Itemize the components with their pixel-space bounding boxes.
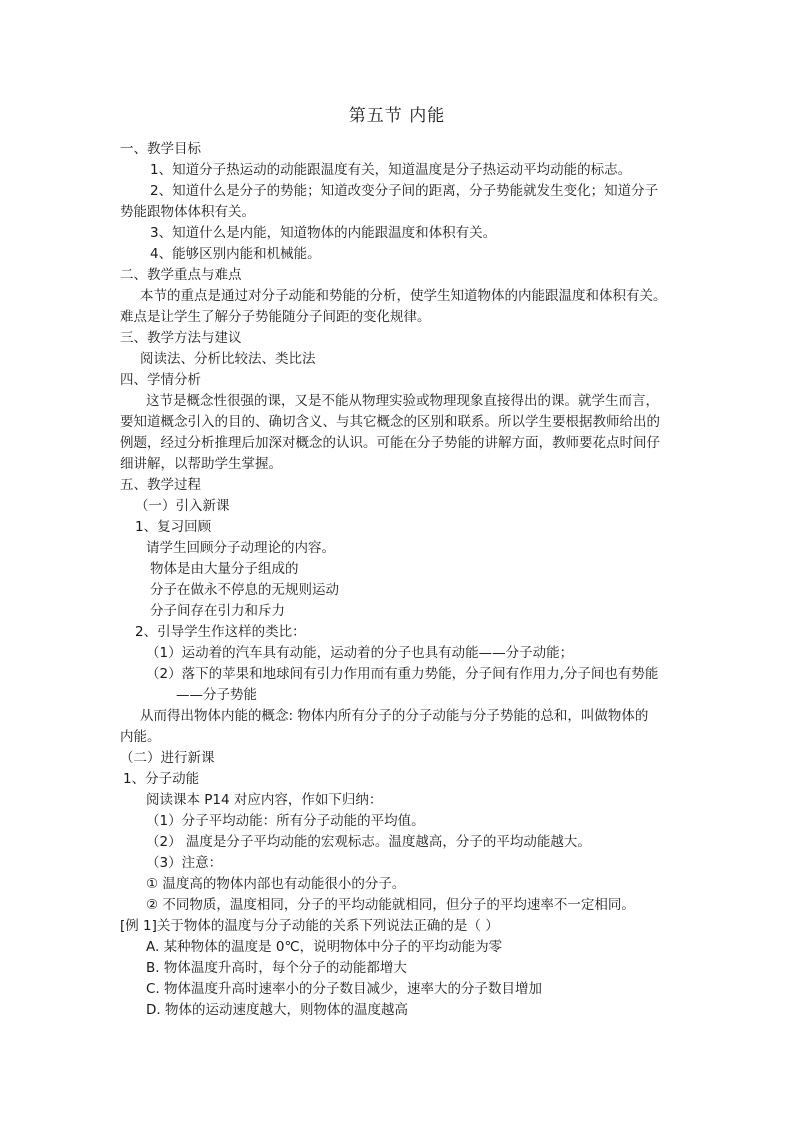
subsection-introduction: （一）引入新课 xyxy=(135,498,230,514)
review-line-3: 分子在做永不停息的无规则运动 xyxy=(150,582,339,598)
section-heading-student-analysis: 四、学情分析 xyxy=(120,372,201,388)
analogy-line-2-cont: ——分子势能 xyxy=(176,687,257,703)
option-a: A. 某种物体的温度是 0℃，说明物体中分子的平均动能为零 xyxy=(146,939,503,955)
objective-item-1: 1、知道分子热运动的动能跟温度有关，知道温度是分子热运动平均动能的标志。 xyxy=(150,162,632,178)
objective-item-3: 3、知道什么是内能，知道物体的内能跟温度和体积有关。 xyxy=(150,225,497,241)
student-analysis-line-4: 细讲解，以帮助学生掌握。 xyxy=(120,456,282,472)
key-points-paragraph-cont: 难点是让学生了解分子势能随分子间距的变化规律。 xyxy=(120,309,431,325)
reading-instruction: 阅读课本 P14 对应内容，作如下归纳： xyxy=(146,792,383,808)
page-title: 第五节 内能 xyxy=(348,106,446,126)
student-analysis-line-2: 要知道概念引入的目的、确切含义、与其它概念的区别和联系。所以学生要根据教师给出的 xyxy=(120,414,660,430)
analogy-heading: 2、引导学生作这样的类比： xyxy=(135,624,306,640)
section-heading-methods: 三、教学方法与建议 xyxy=(120,330,242,346)
section-heading-key-points: 二、教学重点与难点 xyxy=(120,267,242,283)
internal-energy-definition-cont: 内能。 xyxy=(120,729,161,745)
analogy-line-1: （1）运动着的汽车具有动能，运动着的分子也具有动能——分子动能； xyxy=(146,645,574,661)
summary-line-2: （2） 温度是分子平均动能的宏观标志。温度越高，分子的平均动能越大。 xyxy=(146,834,591,850)
summary-line-1: （1）分子平均动能：所有分子动能的平均值。 xyxy=(146,813,425,829)
molecular-kinetic-heading: 1、分子动能 xyxy=(123,771,200,787)
objective-item-2: 2、知道什么是分子的势能；知道改变分子间的距离，分子势能就发生变化；知道分子 xyxy=(150,183,659,199)
section-heading-objectives: 一、教学目标 xyxy=(120,141,201,157)
key-points-paragraph: 本节的重点是通过对分子动能和势能的分析，使学生知道物体的内能跟温度和体积有关。 xyxy=(140,288,667,304)
subsection-new-lesson: （二）进行新课 xyxy=(120,750,215,766)
review-line-4: 分子间存在引力和斥力 xyxy=(150,603,285,619)
review-heading: 1、复习回顾 xyxy=(135,519,212,535)
student-analysis-line-3: 例题，经过分析推理后加深对概念的认识。可能在分子势能的讲解方面，教师要花点时间仔 xyxy=(120,435,660,451)
objective-item-2-cont: 势能跟物体体积有关。 xyxy=(120,204,255,220)
analogy-line-2: （2）落下的苹果和地球间有引力作用而有重力势能，分子间有作用力,分子间也有势能 xyxy=(146,666,659,682)
methods-paragraph: 阅读法、分析比较法、类比法 xyxy=(140,351,316,367)
objective-item-4: 4、能够区别内能和机械能。 xyxy=(150,246,321,262)
review-line-1: 请学生回顾分子动理论的内容。 xyxy=(146,540,335,556)
example-question: [例 1]关于物体的温度与分子动能的关系下列说法正确的是（ ） xyxy=(120,918,499,934)
note-line-1: ① 温度高的物体内部也有动能很小的分子。 xyxy=(146,876,406,892)
option-c: C. 物体温度升高时速率小的分子数目减少，速率大的分子数目增加 xyxy=(146,981,543,997)
section-heading-process: 五、教学过程 xyxy=(120,477,201,493)
option-d: D. 物体的运动速度越大，则物体的温度越高 xyxy=(146,1002,408,1018)
summary-line-3: （3）注意： xyxy=(146,855,223,871)
option-b: B. 物体温度升高时，每个分子的动能都增大 xyxy=(146,960,407,976)
review-line-2: 物体是由大量分子组成的 xyxy=(150,561,299,577)
student-analysis-line-1: 这节是概念性很强的课，又是不能从物理实验或物理现象直接得出的课。就学生而言， xyxy=(146,393,659,409)
note-line-2: ② 不同物质，温度相同，分子的平均动能就相同，但分子的平均速率不一定相同。 xyxy=(146,897,635,913)
internal-energy-definition: 从而得出物体内能的概念: 物体内所有分子的分子动能与分子势能的总和，叫做物体的 xyxy=(140,708,649,724)
